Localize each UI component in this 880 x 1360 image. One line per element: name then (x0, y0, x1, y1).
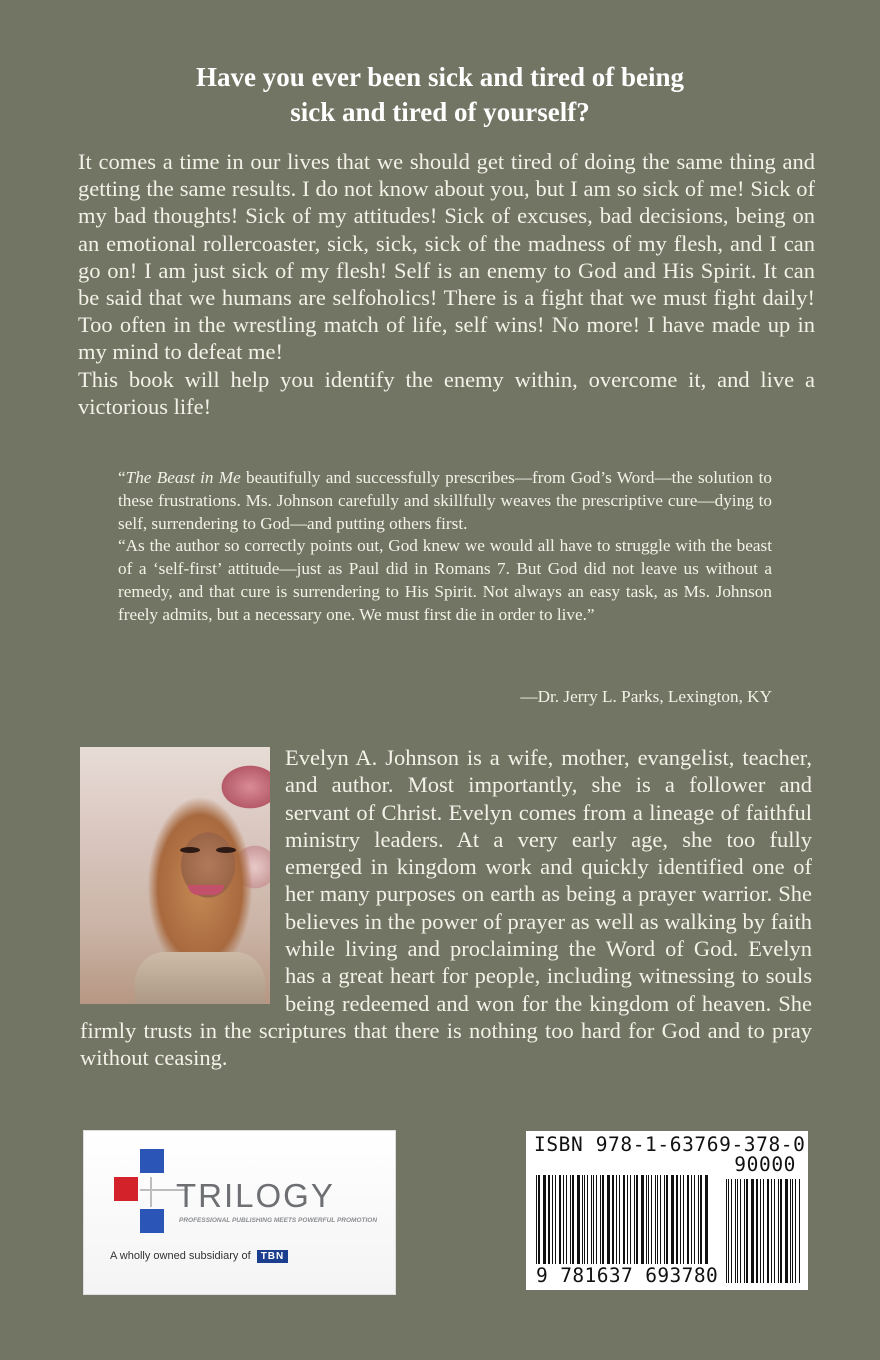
endorsement-paragraph-1 (118, 467, 772, 535)
barcode-addon-bar (737, 1179, 738, 1283)
barcode-bar (596, 1175, 597, 1265)
barcode-bar (694, 1175, 695, 1265)
barcode-bar (648, 1175, 649, 1265)
barcode-bar (641, 1175, 644, 1265)
price-code: 90000 (734, 1153, 796, 1176)
barcode-bar (602, 1175, 604, 1265)
blurb (78, 148, 815, 420)
barcode-bar (538, 1175, 540, 1265)
barcode-bar (676, 1175, 678, 1265)
barcode-bar (630, 1175, 631, 1265)
barcode-bar (687, 1175, 689, 1265)
barcode-addon-bar (763, 1179, 764, 1283)
barcode-bar (623, 1175, 625, 1265)
endorsement-attribution: —Dr. Jerry L. Parks, Lexington, KY (520, 687, 772, 706)
barcode-addon-bar (728, 1179, 729, 1283)
barcode-bar (691, 1175, 692, 1265)
barcode-addon-bar (795, 1179, 796, 1283)
barcode-bar (582, 1175, 583, 1265)
barcode-bar (559, 1175, 561, 1265)
barcode-addon-bar (751, 1179, 754, 1283)
subsidiary-line (110, 1250, 288, 1263)
logo-square-top (140, 1149, 164, 1173)
barcode-addon-bar (746, 1179, 748, 1283)
barcode-addon-bar (771, 1179, 772, 1283)
barcode-bar (664, 1175, 665, 1265)
barcode-bar (627, 1175, 628, 1265)
open-quote: “ (118, 468, 126, 487)
barcode-bar (616, 1175, 617, 1265)
barcode-addon-bar (774, 1179, 775, 1283)
barcode-bar (612, 1175, 614, 1265)
author-bio (80, 744, 812, 1072)
isbn-label: ISBN 978-1-63769-378-0 (534, 1133, 806, 1156)
ean-digits: 9 781637 693780 (536, 1264, 719, 1287)
blurb-paragraph-1: It comes a time in our lives that we should get tired of doing the same thing and getting the same results. I do not know about you, but I am so sick of me! Sick of my bad thoughts! Sick of my attitudes! Sick of excuses, bad decisions, being on an emotional rollercoaster, sick, sick, sick of the madness of my flesh, and I can go on! I am just sick of my flesh! Self is an enemy to God and His Spirit. It can be said that we humans are selfoholics! There is a fight that we must fight daily! Too often in the wrestling match of life, self wins! No more! I have made up in my mind to defeat me! (78, 149, 815, 365)
publisher-name: TRILOGY (176, 1177, 335, 1214)
trilogy-logo-icon (106, 1149, 172, 1241)
barcode-addon-bar (731, 1179, 732, 1283)
barcode-bar (593, 1175, 594, 1265)
logo-line-vertical (150, 1177, 152, 1207)
barcode-addon-bar (799, 1179, 800, 1283)
barcode-bar (570, 1175, 571, 1265)
book-title: The Beast in Me (125, 468, 241, 487)
barcode-bar (552, 1175, 553, 1265)
barcode-bar (607, 1175, 610, 1265)
barcode-addon-bar (756, 1179, 758, 1283)
barcode-bar (536, 1175, 537, 1265)
barcode-bar (680, 1175, 681, 1265)
subsidiary-text: A wholly owned subsidiary of (110, 1250, 251, 1262)
barcode-bar (634, 1175, 635, 1265)
barcode-addon-bar (780, 1179, 782, 1283)
barcode-addon-bar (760, 1179, 761, 1283)
barcode-bar (683, 1175, 684, 1265)
endorsement-paragraph-1-text: beautifully and successfully prescribes—from God’s Word—the solution to these frustrations. Ms. Johnson carefully and skillfully weaves the prescriptive cure—dying to self, surrendering to God—and putting others first. (118, 468, 772, 533)
barcode-bar (591, 1175, 592, 1265)
barcode-bar (600, 1175, 601, 1265)
isbn-barcode (526, 1131, 808, 1290)
barcode-addon-bar (735, 1179, 736, 1283)
barcode-bar (698, 1175, 699, 1265)
barcode-addon-bar (778, 1179, 779, 1283)
headline-line-2: sick and tired of yourself? (290, 97, 590, 127)
barcode-bar (657, 1175, 658, 1265)
barcode-bar (666, 1175, 668, 1265)
barcode-addon-bar (785, 1179, 788, 1283)
headline-line-1: Have you ever been sick and tired of being (195, 62, 684, 92)
barcode-bar (705, 1175, 708, 1265)
barcode-bar (566, 1175, 567, 1265)
barcode-bar (636, 1175, 638, 1265)
barcode-bar (619, 1175, 620, 1265)
barcode-bar (646, 1175, 647, 1265)
endorsement-quote (118, 467, 772, 627)
publisher-tagline: PROFESSIONAL PUBLISHING MEETS POWERFUL PROMOTION (179, 1217, 378, 1224)
barcode-addon-bar (792, 1179, 793, 1283)
blurb-paragraph-2: This book will help you identify the enemy within, overcome it, and live a victorious life! (78, 366, 815, 419)
endorsement-paragraph-2: “As the author so correctly points out, God knew we would all have to struggle with the beast of a ‘self-first’ attitude—just as Paul did in Romans 7. But God did not leave us without a remedy, and that cure is surrendering to His Spirit. Not always an easy task, as Ms. Johnson freely admits, but a necessary one. We must first die in order to live.” (118, 536, 772, 624)
barcode-addon-bar (744, 1179, 745, 1283)
barcode-bar (543, 1175, 546, 1265)
logo-square-bottom (140, 1209, 164, 1233)
barcode-addon-bar (726, 1179, 727, 1283)
barcode-bar (555, 1175, 556, 1265)
barcode-bar (584, 1175, 585, 1265)
barcode-bar (651, 1175, 652, 1265)
headline (60, 60, 820, 130)
barcode-bar (660, 1175, 661, 1265)
author-bio-text: Evelyn A. Johnson is a wife, mother, evangelist, teacher, and author. Most importantly, she is a follower and servant of Christ. Evelyn comes from a lineage of faithful ministry leaders. At a very early age, she too fully emerged in kingdom work and quickly identified one of her many purposes on earth as being a prayer warrior. She believes in the power of prayer as well as walking by faith while living and proclaiming the Word of God. Evelyn has a great heart for people, including witnessing to souls being redeemed and won for the kingdom of heaven. She firmly trusts in the scriptures that there is nothing too hard for God and to pray without ceasing. (80, 745, 812, 1071)
barcode-bar (577, 1175, 580, 1265)
barcode-bar (655, 1175, 656, 1265)
barcode-bar (572, 1175, 574, 1265)
barcode-bar (671, 1175, 674, 1265)
photo-spacer (80, 744, 285, 1014)
barcode-bar (548, 1175, 550, 1265)
tbn-logo: TBN (257, 1250, 289, 1263)
barcode-addon-bar (790, 1179, 791, 1283)
publisher-logo-panel (83, 1130, 396, 1295)
barcode-addon-bar (740, 1179, 741, 1283)
barcode-bar (700, 1175, 702, 1265)
barcode-bar (563, 1175, 564, 1265)
logo-square-red (114, 1177, 138, 1201)
barcode-bar (587, 1175, 588, 1265)
barcode-addon-bar (767, 1179, 769, 1283)
